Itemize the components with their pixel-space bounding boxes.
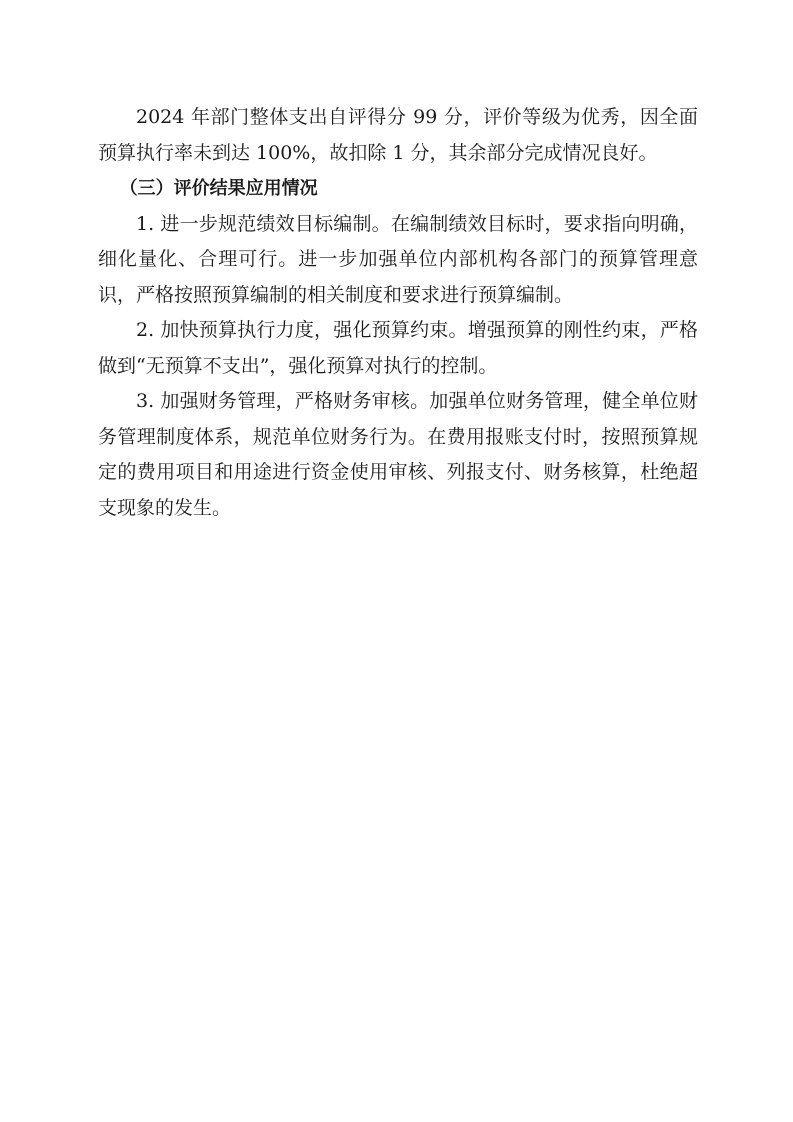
score-paragraph: 2024 年部门整体支出自评得分 99 分，评价等级为优秀，因全面预算执行率未到达 100%，故扣除 1 分，其余部分完成情况良好。 — [98, 106, 698, 164]
measure-item-1: 1. 进一步规范绩效目标编制。在编制绩效目标时，要求指向明确，细化量化、合理可行。进一步加强单位内部机构各部门的预算管理意识，严格按照预算编制的相关制度和要求进行预算编制。 — [98, 212, 698, 306]
measure-item-2: 2. 加快预算执行力度，强化预算约束。增强预算的刚性约束，严格做到“无预算不支出”，强化预算对执行的控制。 — [98, 319, 698, 377]
document-body — [98, 100, 698, 526]
section-heading: （三）评价结果应用情况 — [119, 178, 318, 199]
measure-item-3: 3. 加强财务管理，严格财务审核。加强单位财务管理，健全单位财务管理制度体系，规范单位财务行为。在费用报账支付时，按照预算规定的费用项目和用途进行资金使用审核、列报支付、财务核算，杜绝超支现象的发生。 — [98, 390, 698, 519]
